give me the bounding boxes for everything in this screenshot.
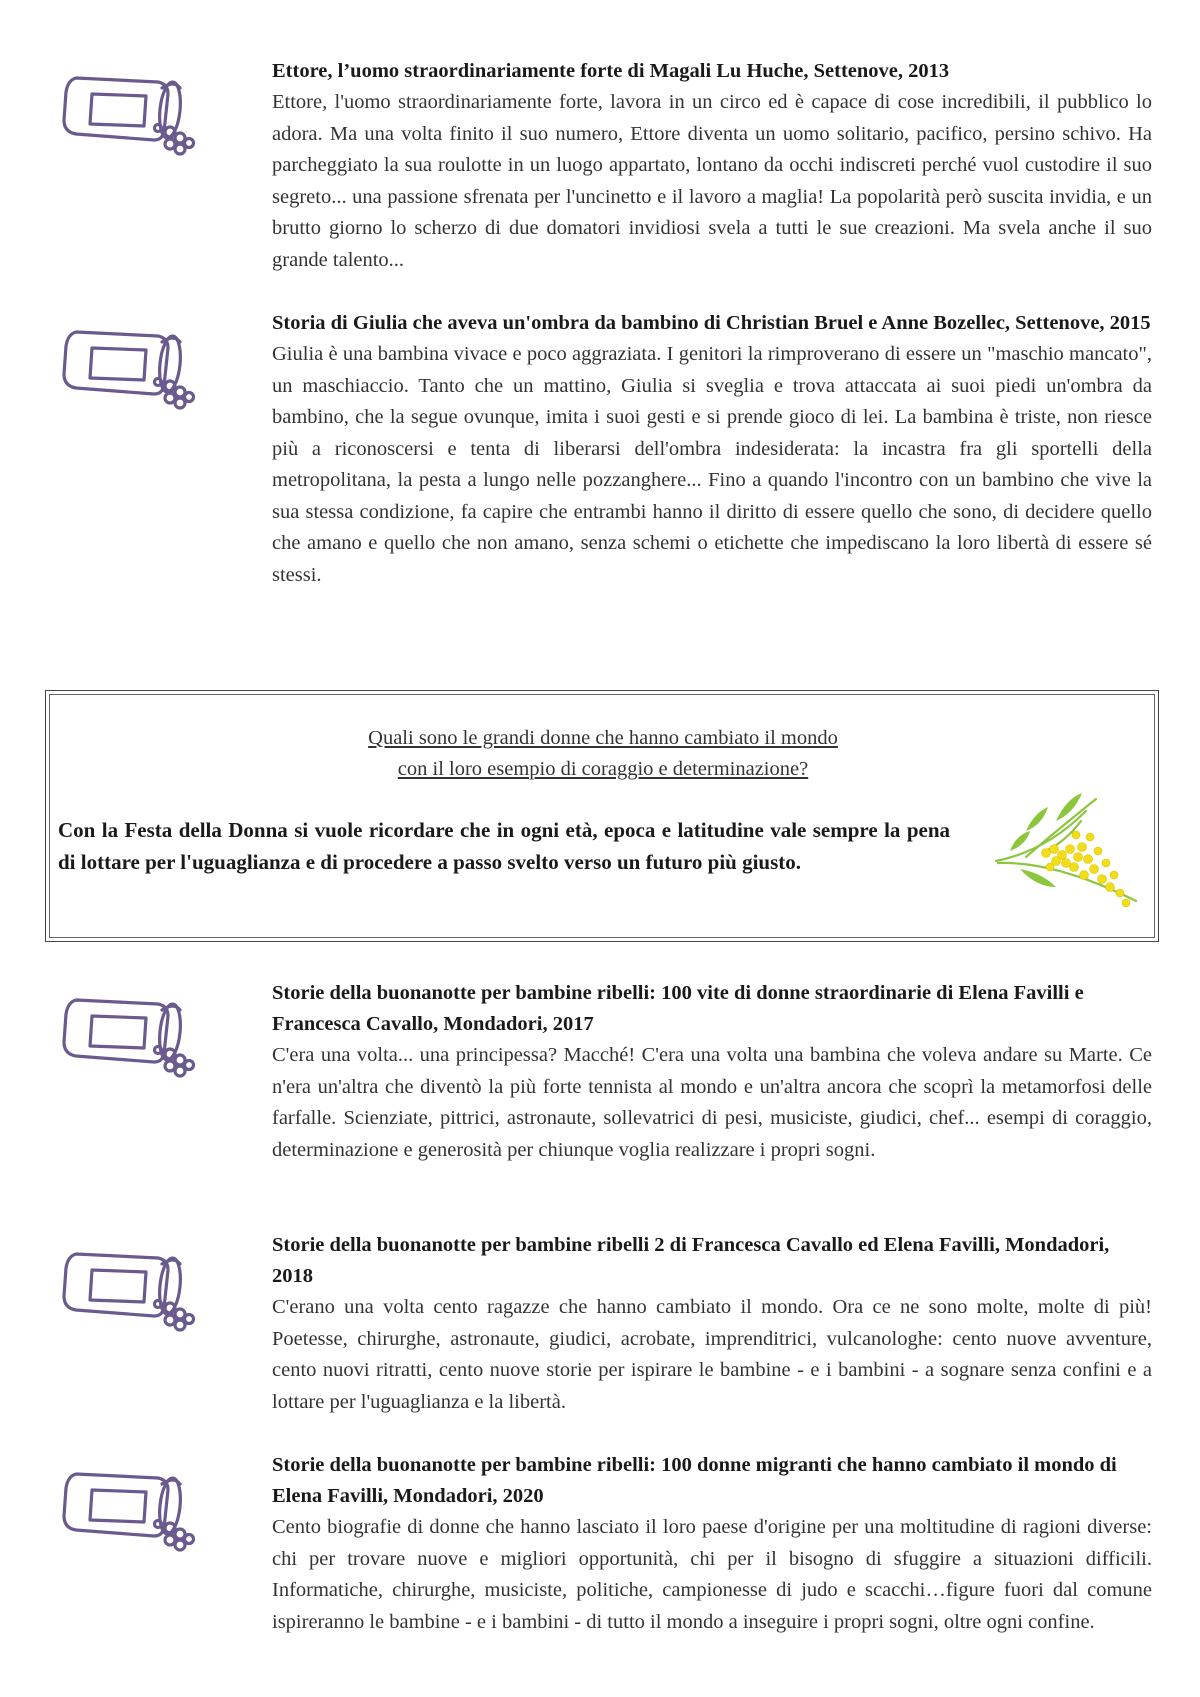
box-statement: Con la Festa della Donna si vuole ricordare che in ogni età, epoca e latitudine vale sempre la pena di lottare per l'uguaglianza e di procedere a passo svelto verso un futuro più giusto. (58, 818, 950, 874)
women-day-box (45, 690, 1159, 942)
book-description: Giulia è una bambina vivace e poco aggraziata. I genitori la rimproverano di essere un "maschio mancato", un maschiaccio. Tanto che un mattino, Giulia si sveglia e trova attaccata ai suoi piedi un'ombra da bambino, che la segue ovunque, imita i suoi gesti e si prende gioco di lei. La bambina è triste, non riesce più a riconoscersi e tenta di liberarsi dell'ombra indesiderata: la incastra fra gli sportelli della metropolitana, la pesta a lungo nelle pozzanghere... Fino a quando l'incontro con un bambino che vive la sua stessa condizione, fa capire che entrambi hanno il diritto di essere quello che sono, di decidere quello che amano e quello che non amano, senza schemi o etichette che impediscano la loro libertà di essere sé stessi. (272, 343, 1152, 586)
book-title: Storie della buonanotte per bambine ribelli 2 di Francesca Cavallo ed Elena Favilli, Mondadori, 2018 (272, 1234, 1110, 1287)
mimosa-icon (986, 791, 1141, 916)
book-title: Storie della buonanotte per bambine ribelli: 100 donne migranti che hanno cambiato il mondo di Elena Favilli, Mondadori, 2020 (272, 1454, 1117, 1507)
box-question-line: con il loro esempio di coraggio e determinazione? (397, 758, 809, 780)
book-description: Cento biografie di donne che hanno lasciato il loro paese d'origine per una moltitudine di ragioni diverse: chi per trovare nuove e migliori opportunità, chi per il bisogno di sfuggire a situazioni difficili. Informatiche, chirurghe, musiciste, politiche, campionesse di judo e scacchi…figure fuori dal comune ispireranno le bambine - e i bambini - di tutto il mondo a inseguire i propri sogni, oltre ogni confine. (272, 1516, 1152, 1633)
book-title: Storie della buonanotte per bambine ribelli: 100 vite di donne straordinarie di Elena Favilli e Francesca Cavallo, Mondadori, 2017 (272, 982, 1084, 1035)
book-description: C'era una volta... una principessa? Macché! C'era una volta una bambina che voleva andare su Marte. Ce n'era un'altra che diventò la più forte tennista al mondo e un'altra ancora che scoprì la metamorfosi delle farfalle. Scienziate, pittrici, astronaute, sollevatrici di pesi, musiciste, giudici, chef... esempi di coraggio, determinazione e generosità per chiunque voglia realizzare i propri sogni. (272, 1044, 1152, 1161)
pill-bottle-icon (58, 1234, 198, 1334)
book-description: C'erano una volta cento ragazze che hanno cambiato il mondo. Ora ce ne sono molte, molte di più! Poetesse, chirurghe, astronaute, giudici, acrobate, imprenditrici, vulcanologhe: cento nuove avventure, cento nuovi ritratti, cento nuove storie per ispirare le bambine - e i bambini - a sognare senza confini e a lottare per l'uguaglianza e la libertà. (272, 1296, 1152, 1413)
book-title: Ettore, l’uomo straordinariamente forte di Magali Lu Huche, Settenove, 2013 (272, 60, 950, 82)
box-question (46, 723, 1160, 785)
box-question-line: Quali sono le grandi donne che hanno cambiato il mondo (368, 727, 838, 749)
pill-bottle-icon (58, 980, 198, 1080)
book-title: Storia di Giulia che aveva un'ombra da bambino di Christian Bruel e Anne Bozellec, Settenove, 2015 (272, 312, 1151, 334)
book-description: Ettore, l'uomo straordinariamente forte, lavora in un circo ed è capace di cose incredibili, il pubblico lo adora. Ma una volta finito il suo numero, Ettore diventa un uomo solitario, pacifico, persino schivo. Ha parcheggiato la sua roulotte in un luogo appartato, lontano da occhi indiscreti perché vuol custodire il suo segreto... una passione sfrenata per l'uncinetto e il lavoro a maglia! La popolarità però suscita invidia, e un brutto giorno lo scherzo di due domatori invidiosi svela a tutti le sue creazioni. Ma svela anche il suo grande talento... (272, 91, 1152, 271)
pill-bottle-icon (58, 1454, 198, 1554)
pill-bottle-icon (58, 58, 198, 158)
pill-bottle-icon (58, 312, 198, 412)
